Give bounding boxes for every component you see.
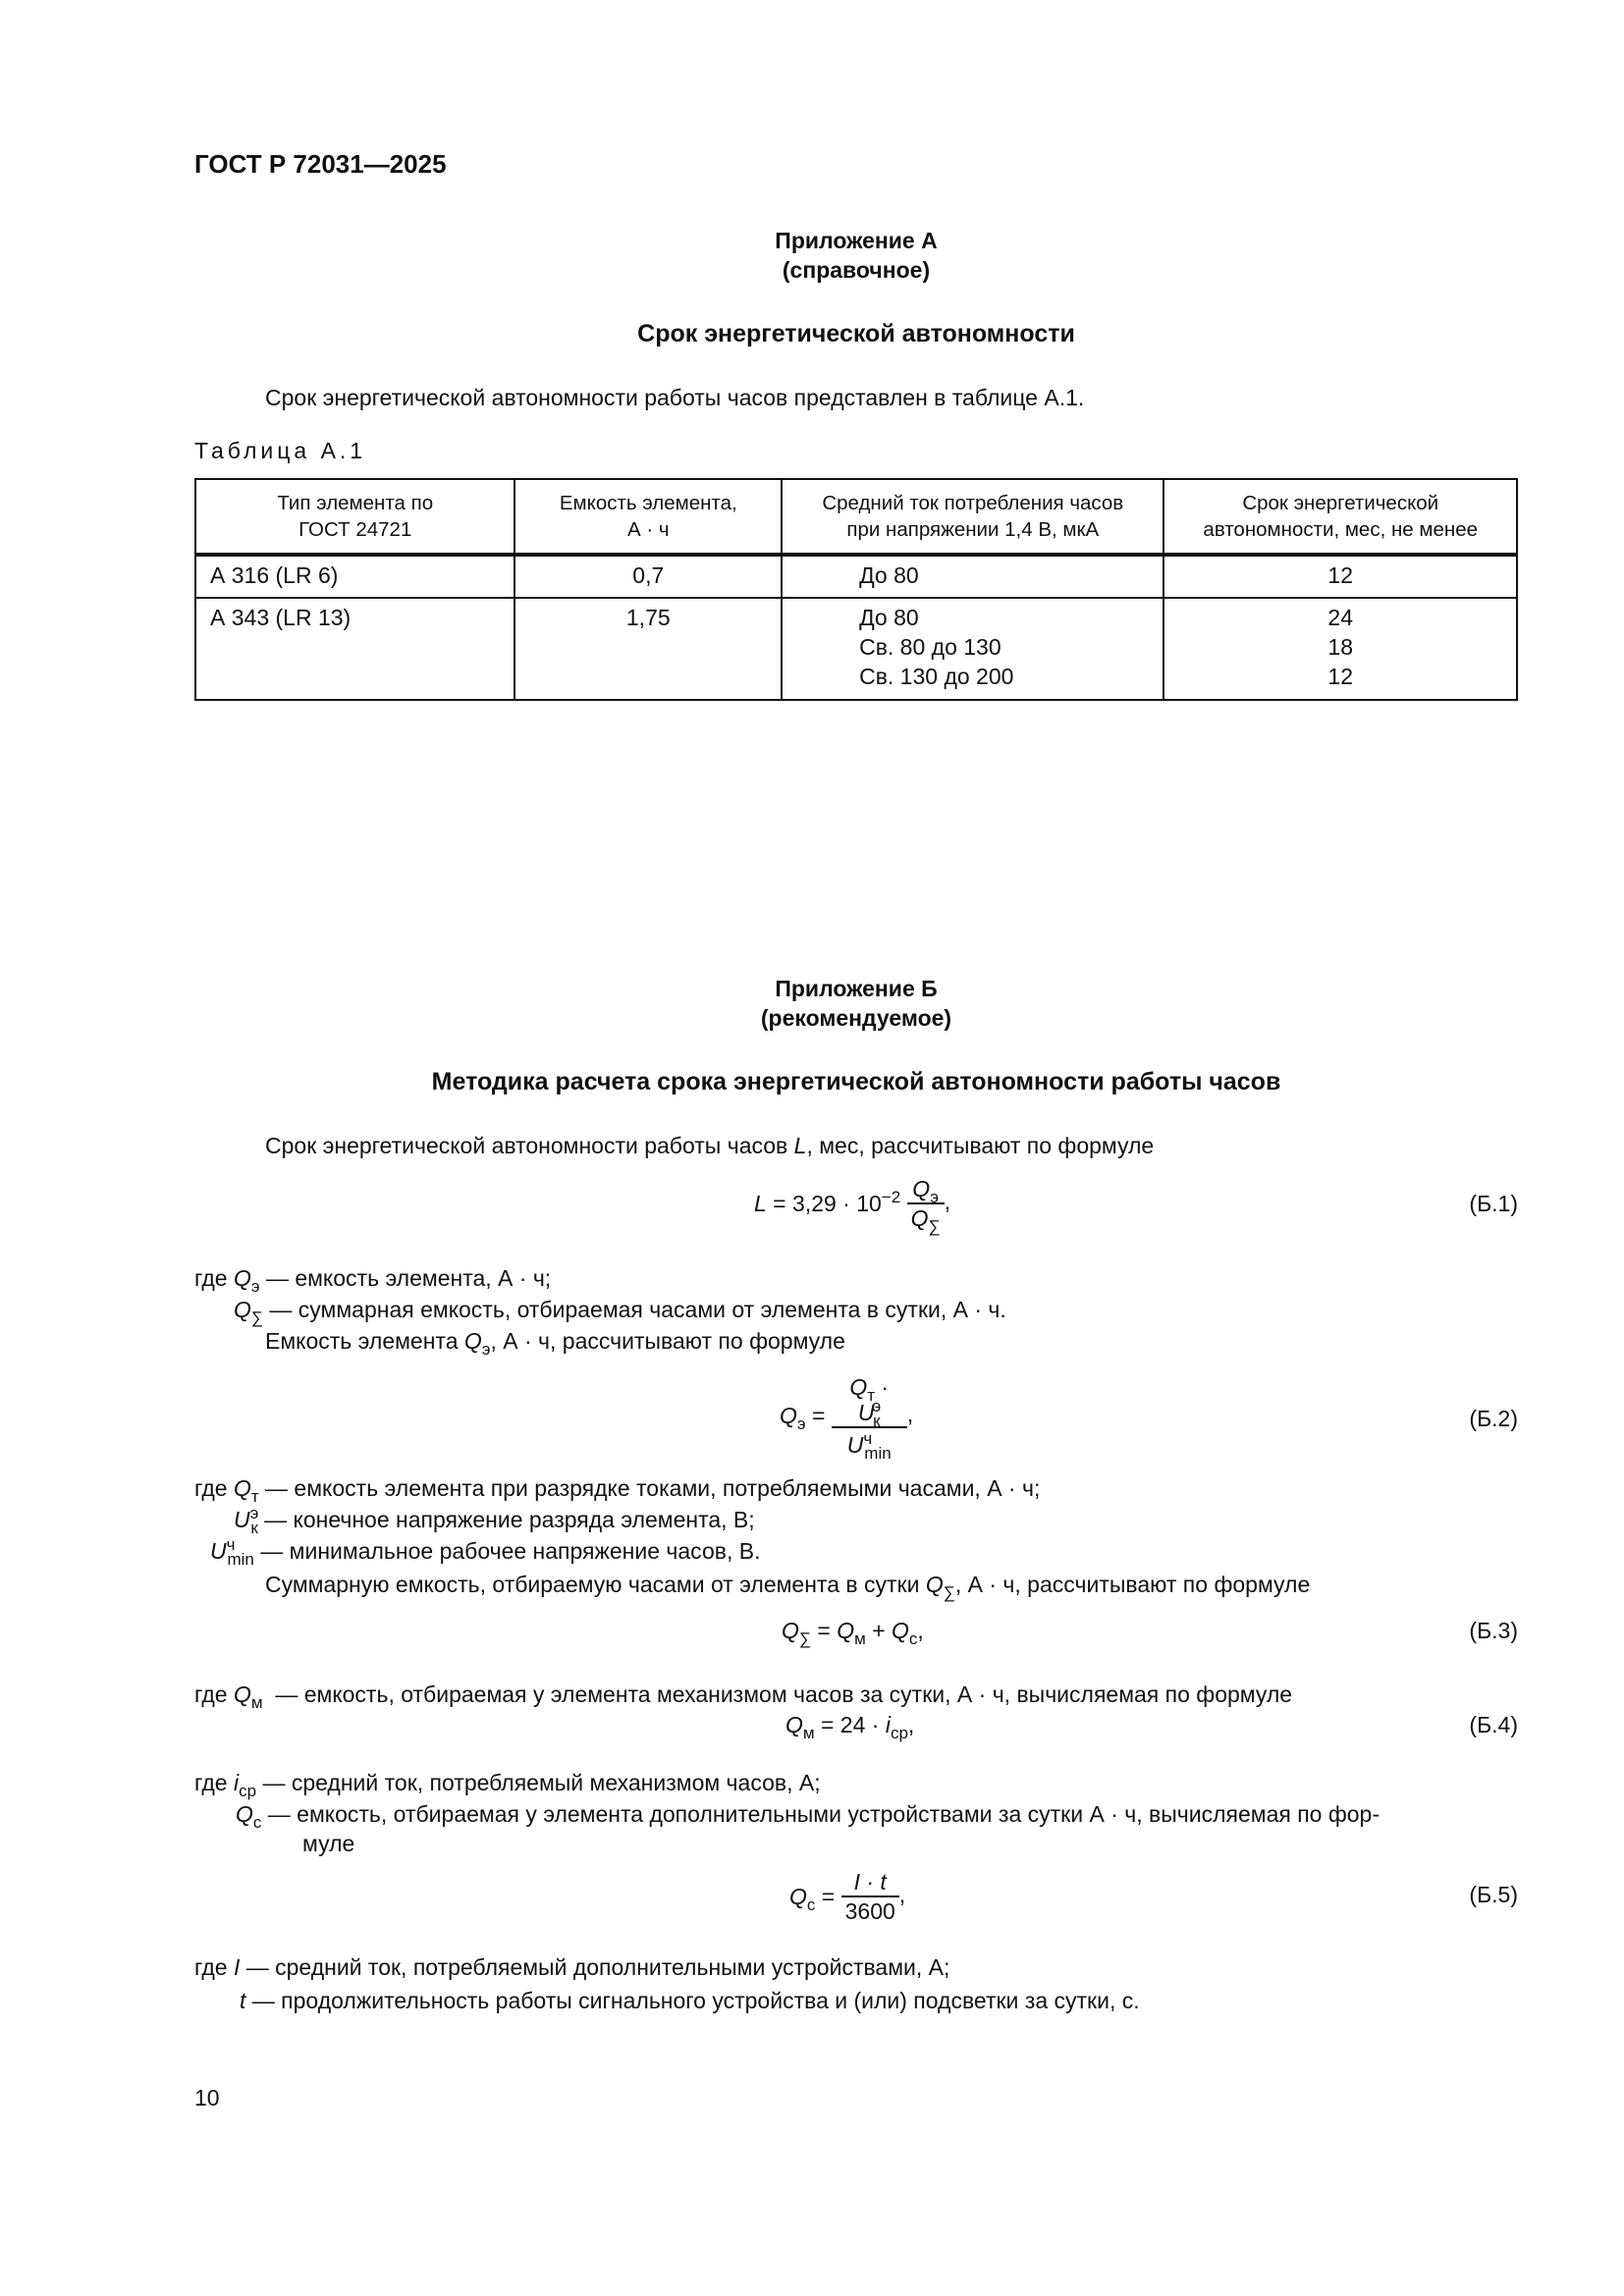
annex-a-status: (справочное) xyxy=(782,257,931,283)
definition-q-c: $Q_с$ — емкость, отбираемая у элемента дополнительными устройствами за сутки А · ч, вычисляемая по фор- xyxy=(236,1801,1380,1832)
equation-number-b2: (Б.2) xyxy=(1469,1406,1518,1431)
definition-q-c-cont: муле xyxy=(302,1831,355,1856)
table-a1 xyxy=(194,478,1518,701)
column-header-capacity: Емкость элемента, А · ч xyxy=(514,479,782,555)
definition-u-min: $U^ч_{min}$ — минимальное рабочее напряжение часов, В. xyxy=(210,1535,761,1569)
definition-q-t: где $Q_т$ — емкость элемента при разрядке токами, потребляемыми часами, А · ч; xyxy=(194,1475,1041,1506)
paragraph-capacity: Емкость элемента $Q_э$, А · ч, рассчитывают по формуле xyxy=(265,1328,845,1359)
equation-number-b4: (Б.4) xyxy=(1469,1712,1518,1737)
column-header-term: Срок энергетической автономности, мес, не менее xyxy=(1164,479,1517,555)
cell-capacity: 0,7 xyxy=(514,555,782,598)
annex-a-title: Приложение А xyxy=(775,228,938,253)
table-caption: Таблица А.1 xyxy=(194,438,367,463)
cell-current: До 80 xyxy=(782,555,1164,598)
document-id: ГОСТ Р 72031—2025 xyxy=(194,149,447,179)
cell-term: 12 xyxy=(1164,555,1517,598)
cell-term: 24 18 12 xyxy=(1164,598,1517,700)
annex-a-heading: Срок энергетической автономности xyxy=(637,320,1075,347)
cell-capacity: 1,75 xyxy=(514,598,782,700)
equation-number-b1: (Б.1) xyxy=(1469,1191,1518,1216)
page-number: 10 xyxy=(194,2085,220,2110)
equation-b4: $Q_м = 24 \cdot i_{ср}$, xyxy=(785,1712,915,1742)
cell-type: А 343 (LR 13) xyxy=(195,598,514,700)
equation-b1: $L = 3,29 \cdot 10^{-2}$ $\frac{Q_э}{Q_\sum}$ , xyxy=(754,1176,950,1236)
definition-i: где I — средний ток, потребляемый дополнительными устройствами, А; xyxy=(194,1954,950,1980)
table-header-row xyxy=(195,479,1517,555)
definition-t: t — продолжительность работы сигнального устройства и (или) подсветки за сутки, с. xyxy=(240,1988,1140,2013)
definition-q-sum: $Q_\sum$ — суммарная емкость, отбираемая часами от элемента в сутки, А · ч. xyxy=(234,1297,1006,1327)
cell-current: До 80 Св. 80 до 130 Св. 130 до 200 xyxy=(782,598,1164,700)
definition-q-m: где $Q_м$ — емкость, отбираемая у элемента механизмом часов за сутки, А · ч, вычисляемая по формуле xyxy=(194,1682,1293,1712)
equation-b3: $Q_\sum = Q_м + Q_с$, xyxy=(782,1618,924,1648)
annex-a-intro: Срок энергетической автономности работы часов представлен в таблице А.1. xyxy=(265,385,1085,410)
equation-number-b5: (Б.5) xyxy=(1469,1882,1518,1907)
table-row xyxy=(195,555,1517,598)
definition-u-k: $U^э_к$ — конечное напряжение разряда элемента, В; xyxy=(234,1504,755,1537)
annex-b-status: (рекомендуемое) xyxy=(760,1005,952,1031)
cell-type: А 316 (LR 6) xyxy=(195,555,514,598)
equation-number-b3: (Б.3) xyxy=(1469,1618,1518,1643)
paragraph-total-capacity: Суммарную емкость, отбираемую часами от элемента в сутки $Q_\sum$, А · ч, рассчитывают по формуле xyxy=(265,1572,1311,1602)
column-header-type: Тип элемента по ГОСТ 24721 xyxy=(195,479,514,555)
column-header-current: Средний ток потребления часов при напряжении 1,4 В, мкА xyxy=(782,479,1164,555)
annex-b-intro: Срок энергетической автономности работы часов L, мес, рассчитывают по формуле xyxy=(265,1133,1155,1158)
definition-q-e: где $Q_э$ — емкость элемента, А · ч; xyxy=(194,1265,552,1296)
table-row xyxy=(195,598,1517,700)
equation-b2: $Q_э$ = $\frac{Q_т \cdot U^э_к}{U^ч_{min}}$ , xyxy=(780,1374,914,1463)
annex-b-heading: Методика расчета срока энергетической автономности работы часов xyxy=(431,1068,1281,1095)
definition-i-cp: где $i_{ср}$ — средний ток, потребляемый механизмом часов, А; xyxy=(194,1770,821,1800)
annex-b-title: Приложение Б xyxy=(775,976,938,1001)
equation-b5: $Q_с$ = $\frac{I \cdot t}{3600}$ , xyxy=(789,1869,906,1924)
